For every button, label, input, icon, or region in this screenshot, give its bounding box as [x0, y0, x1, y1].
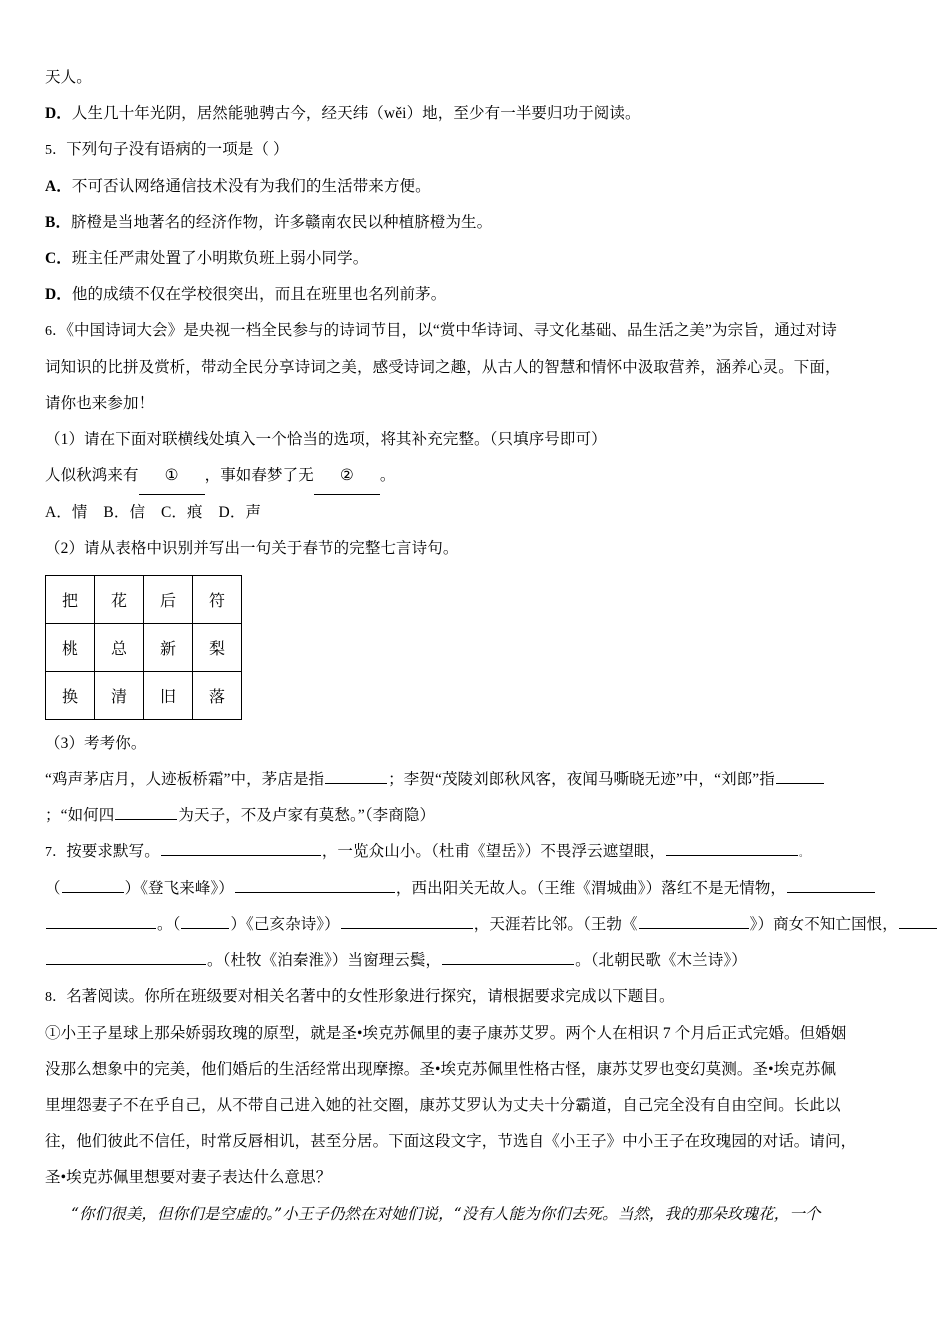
grid-cell: 换 [46, 672, 95, 720]
grid-cell: 清 [95, 672, 144, 720]
q6-opt-b-text: 信 [129, 504, 146, 521]
grid-cell: 总 [95, 624, 144, 672]
character-grid-table [45, 575, 242, 720]
couplet-part-1: 人似秋鸿来有 [45, 467, 139, 484]
grid-cell: 梨 [193, 624, 242, 672]
q6-sub2-prompt [45, 531, 910, 567]
q7-seg-c: ，西出阳关无故人。（王维《渭城曲》）落红不是无情物， [395, 880, 787, 897]
q4-option-d-label: D． [45, 105, 72, 122]
q6-opt-a-label: A． [45, 504, 72, 521]
q5-option-c-text: 班主任严肃处置了小明欺负班上弱小同学。 [71, 250, 369, 267]
question-7-line-3 [45, 907, 910, 943]
q5-option-b [45, 205, 910, 241]
q6-sub3-prompt-text: （3）考考你。 [45, 735, 147, 752]
q6-opt-c-text: 痕 [187, 504, 203, 521]
q7-seg-b-open: （ [45, 880, 61, 897]
question-7-line-1 [45, 834, 910, 871]
q8-para-text-4: 往，他们彼此不信任，时常反唇相讥，甚至分居。下面这段文字，节选自《小王子》中小王子在玫瑰园的对话。请问， [45, 1133, 857, 1150]
q8-para-line-2 [45, 1052, 910, 1088]
grid-cell: 落 [193, 672, 242, 720]
answer-blank[interactable] [46, 913, 156, 929]
answer-blank[interactable] [62, 877, 124, 893]
q6-number: 6． [45, 324, 67, 339]
q6-opt-d-label: D． [218, 504, 246, 521]
q6-stem-text-1: 《中国诗词大会》是央视一档全民参与的诗词节目，以“赏中华诗词、寻文化基础、品生活之美”为宗旨，通过对诗 [66, 322, 837, 339]
q7-seg-f: 。（杜牧《泊秦淮》）当窗理云鬓， [207, 952, 442, 969]
q8-para-text-3: 里埋怨妻子不在乎自己，从不带自己进入她的社交圈，康苏艾罗认为丈夫十分霸道，自己完全没有自由空间。长此以 [45, 1097, 841, 1114]
q6-sub3-prompt [45, 726, 910, 762]
q5-option-c [45, 241, 910, 277]
q4-tail-text: 天人。 [45, 69, 92, 86]
table-row [46, 576, 242, 624]
question-5-stem [45, 132, 910, 169]
q8-para-text-2: 没那么想象中的完美，他们婚后的生活经常出现摩擦。圣•埃克苏佩里性格古怪，康苏艾罗也变幻莫测。圣•埃克苏佩 [45, 1061, 837, 1078]
couplet-part-3: 。 [379, 467, 396, 484]
q6-sub3-text-2a: ；“如何四 [45, 807, 115, 824]
q6-stem-text-3: 请你也来参加！ [45, 395, 155, 412]
q4-tail-fragment [45, 60, 910, 96]
answer-blank[interactable] [115, 804, 177, 820]
q8-para-line-4 [45, 1124, 910, 1160]
q6-sub3-text-1a: “鸡声茅店月，人迹板桥霜”中，茅店是指 [45, 771, 325, 788]
q5-option-a-text: 不可否认网络通信技术没有为我们的生活带来方便。 [71, 178, 431, 195]
answer-blank[interactable] [899, 913, 937, 929]
q8-para-text-1: ①小王子星球上那朵娇弱玫瑰的原型，就是圣•埃克苏佩里的妻子康苏艾罗。两个人在相识 7 个月后正式完婚。但婚姻 [45, 1025, 847, 1042]
q6-sub1-prompt-text: （1）请在下面对联横线处填入一个恰当的选项，将其补充完整。（只填序号即可） [45, 431, 607, 448]
q6-opt-b-label: B． [103, 504, 130, 521]
q8-quote-line [45, 1196, 910, 1232]
q8-para-text-5: 圣•埃克苏佩里想要对妻子表达什么意思？ [45, 1169, 332, 1186]
q5-option-d-text: 他的成绩不仅在学校很突出，而且在班里也名列前茅。 [71, 286, 447, 303]
q5-option-b-label: B． [45, 214, 72, 231]
q5-option-b-text: 脐橙是当地著名的经济作物，许多赣南农民以种植脐橙为生。 [71, 214, 493, 231]
q7-seg-a: ，一览众山小。（杜甫《望岳》）不畏浮云遮望眼， [321, 843, 666, 860]
grid-cell: 符 [193, 576, 242, 624]
answer-blank[interactable] [341, 913, 473, 929]
grid-cell: 新 [144, 624, 193, 672]
q6-sub1-options [45, 495, 910, 531]
table-row [46, 624, 242, 672]
q7-seg-d-title: ）《己亥杂诗》） [230, 916, 340, 933]
question-7-line-2 [45, 871, 910, 907]
q8-stem-text: 名著阅读。你所在班级要对相关名著中的女性形象进行探究，请根据要求完成以下题目。 [66, 988, 675, 1005]
q7-seg-b-title: ）《登飞来峰》） [124, 880, 234, 897]
q8-para-line-3 [45, 1088, 910, 1124]
q6-opt-a-text: 情 [71, 504, 88, 521]
q6-stem-text-2: 词知识的比拼及赏析，带动全民分享诗词之美，感受诗词之趣，从古人的智慧和情怀中汲取营养，涵养心灵。下面， [45, 359, 841, 376]
answer-blank[interactable] [639, 913, 749, 929]
q8-quote-text: “你们很美，但你们是空虚的。”小王子仍然在对她们说，“没有人能为你们去死。当然，我的那朵玫瑰花，一个 [71, 1205, 821, 1223]
grid-cell: 花 [95, 576, 144, 624]
answer-blank[interactable] [787, 877, 875, 893]
question-6-stem-line-1 [45, 313, 910, 350]
q6-sub1-prompt [45, 422, 910, 458]
answer-blank[interactable] [325, 768, 387, 784]
couplet-blank-2[interactable]: ② [314, 458, 380, 495]
q4-option-d-text: 人生几十年光阴，居然能驰骋古今，经天纬（wěi）地，至少有一半要归功于阅读。 [71, 105, 641, 122]
q7-stem-text: 按要求默写。 [66, 843, 160, 860]
answer-blank[interactable] [776, 768, 824, 784]
q5-option-a-label: A． [45, 178, 72, 195]
grid-cell: 旧 [144, 672, 193, 720]
q5-option-c-label: C． [45, 250, 72, 267]
q6-sub3-text-2b: 为天子，不及卢家有莫愁。”（李商隐） [178, 807, 436, 824]
q6-opt-c-label: C． [160, 504, 188, 521]
q6-sub2-prompt-text: （2）请从表格中识别并写出一句关于春节的完整七言诗句。 [45, 540, 459, 557]
answer-blank[interactable] [46, 949, 206, 965]
q8-para-line-1 [45, 1016, 910, 1052]
q7-seg-g: 。（北朝民歌《木兰诗》） [575, 952, 747, 969]
couplet-blank-1[interactable]: ① [139, 458, 205, 495]
answer-blank[interactable] [666, 840, 798, 856]
q5-number: 5． [45, 143, 67, 158]
character-grid-container [45, 575, 910, 720]
q7-seg-a-end: 。 [799, 848, 809, 858]
q6-sub3-line-2 [45, 798, 910, 834]
q8-para-line-5 [45, 1160, 910, 1196]
grid-cell: 桃 [46, 624, 95, 672]
answer-blank[interactable] [161, 840, 321, 856]
q6-sub1-couplet [45, 458, 910, 495]
answer-blank[interactable] [235, 877, 395, 893]
q5-stem-text: 下列句子没有语病的一项是（ ） [66, 141, 289, 158]
question-7-line-4 [45, 943, 910, 979]
q7-seg-e: ，天涯若比邻。（王勃《 [473, 916, 638, 933]
q6-opt-d-text: 声 [245, 504, 262, 521]
table-row [46, 672, 242, 720]
q8-number: 8． [45, 990, 67, 1005]
q7-seg-d-open: 。（ [157, 916, 181, 933]
q6-sub3-line-1 [45, 762, 910, 798]
couplet-part-2: ，事如春梦了无 [204, 467, 314, 484]
grid-cell: 后 [144, 576, 193, 624]
question-6-stem-line-3 [45, 386, 910, 422]
q4-option-d [45, 96, 910, 132]
q5-option-d-label: D． [45, 286, 72, 303]
grid-cell: 把 [46, 576, 95, 624]
answer-blank[interactable] [181, 913, 229, 929]
q6-sub3-text-1b: ；李贺“茂陵刘郎秋风客，夜闻马嘶晓无迹”中，“刘郎”指 [388, 771, 775, 788]
q5-option-a [45, 169, 910, 205]
q7-number: 7． [45, 845, 67, 860]
question-6-stem-line-2 [45, 350, 910, 386]
answer-blank[interactable] [442, 949, 574, 965]
question-8-stem [45, 979, 910, 1016]
q5-option-d [45, 277, 910, 313]
q7-seg-e2: 》）商女不知亡国恨， [749, 916, 898, 933]
